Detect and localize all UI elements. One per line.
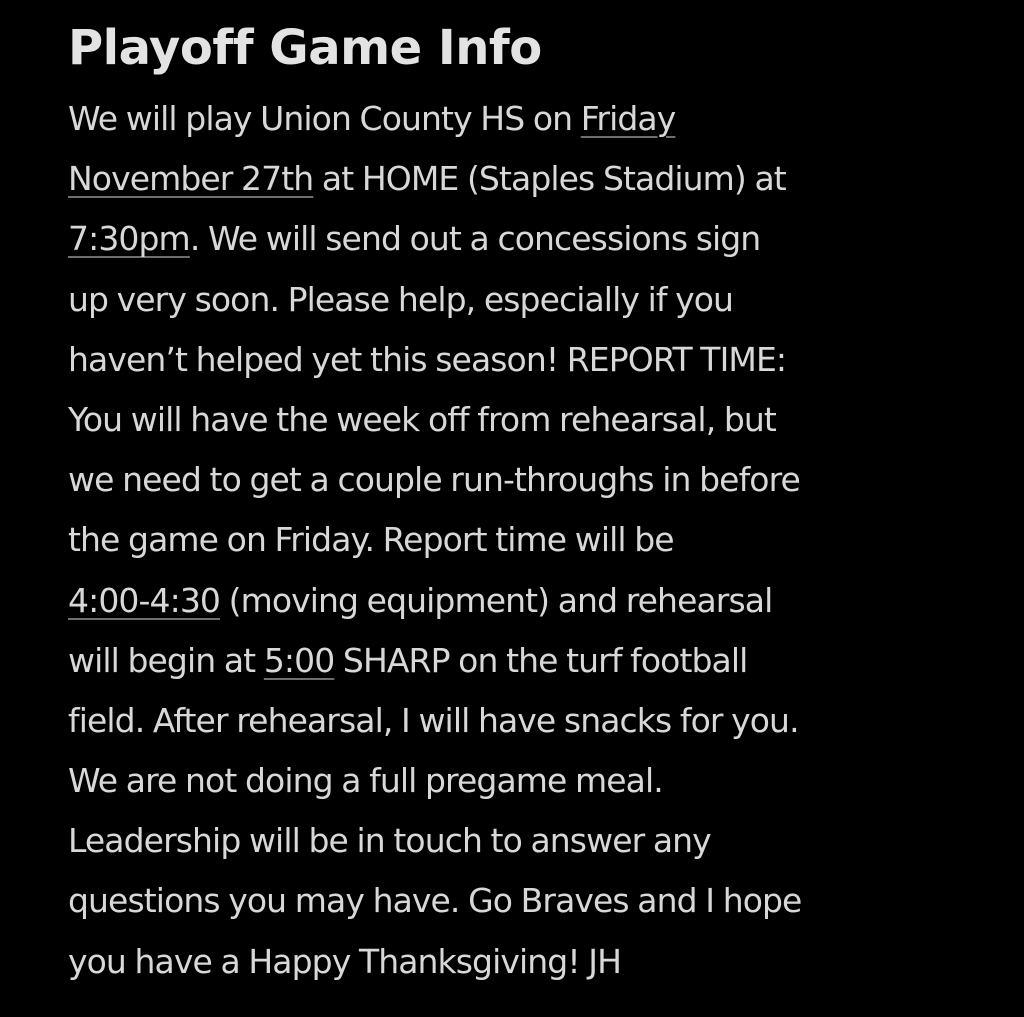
note-line [68,691,968,751]
note-line [68,390,968,450]
detected-date-link[interactable]: 5:00 [263,640,335,680]
note-text: haven’t helped yet this season! REPORT TIME: [68,339,787,379]
note-text: you have a Happy Thanksgiving! JH [68,941,621,981]
note-text: Leadership will be in touch to answer any [68,821,711,861]
note-content [68,12,968,992]
note-body [68,89,968,992]
note-text: SHARP on the turf football [334,640,748,680]
note-line [68,751,968,811]
note-title: Playoff Game Info [68,20,542,76]
note-line [68,510,968,570]
note-text: (moving equipment) and rehearsal [220,580,773,620]
note-text: at HOME (Staples Stadium) at [313,159,786,199]
note-line [68,89,968,149]
note-line [68,149,968,209]
note-text: up very soon. Please help, especially if you [68,279,734,319]
detected-date-link[interactable]: November 27th [68,159,314,199]
note-text: We are not doing a full pregame meal. [68,761,663,801]
note-line [68,631,968,691]
note-text: we need to get a couple run-throughs in before [68,460,800,500]
note-text: the game on Friday. Report time will be [68,520,674,560]
note-text: We will play Union County HS on [68,99,581,138]
note-text: You will have the week off from rehearsal, but [68,399,776,439]
note-line [68,932,968,992]
note-text: will begin at [68,640,264,680]
note-line [68,450,968,510]
note-text: questions you may have. Go Braves and I hope [68,881,802,921]
note-line [68,871,968,931]
note-line [68,571,968,631]
note-text: field. After rehearsal, I will have snacks for you. [68,700,799,740]
note-line [68,270,968,330]
detected-date-link[interactable]: Friday [580,99,676,138]
note-line [68,811,968,871]
detected-date-link[interactable]: 7:30pm [68,219,190,259]
note-line [68,330,968,390]
note-text: . We will send out a concessions sign [189,219,761,259]
note-line [68,209,968,269]
detected-date-link[interactable]: 4:00-4:30 [68,580,221,620]
